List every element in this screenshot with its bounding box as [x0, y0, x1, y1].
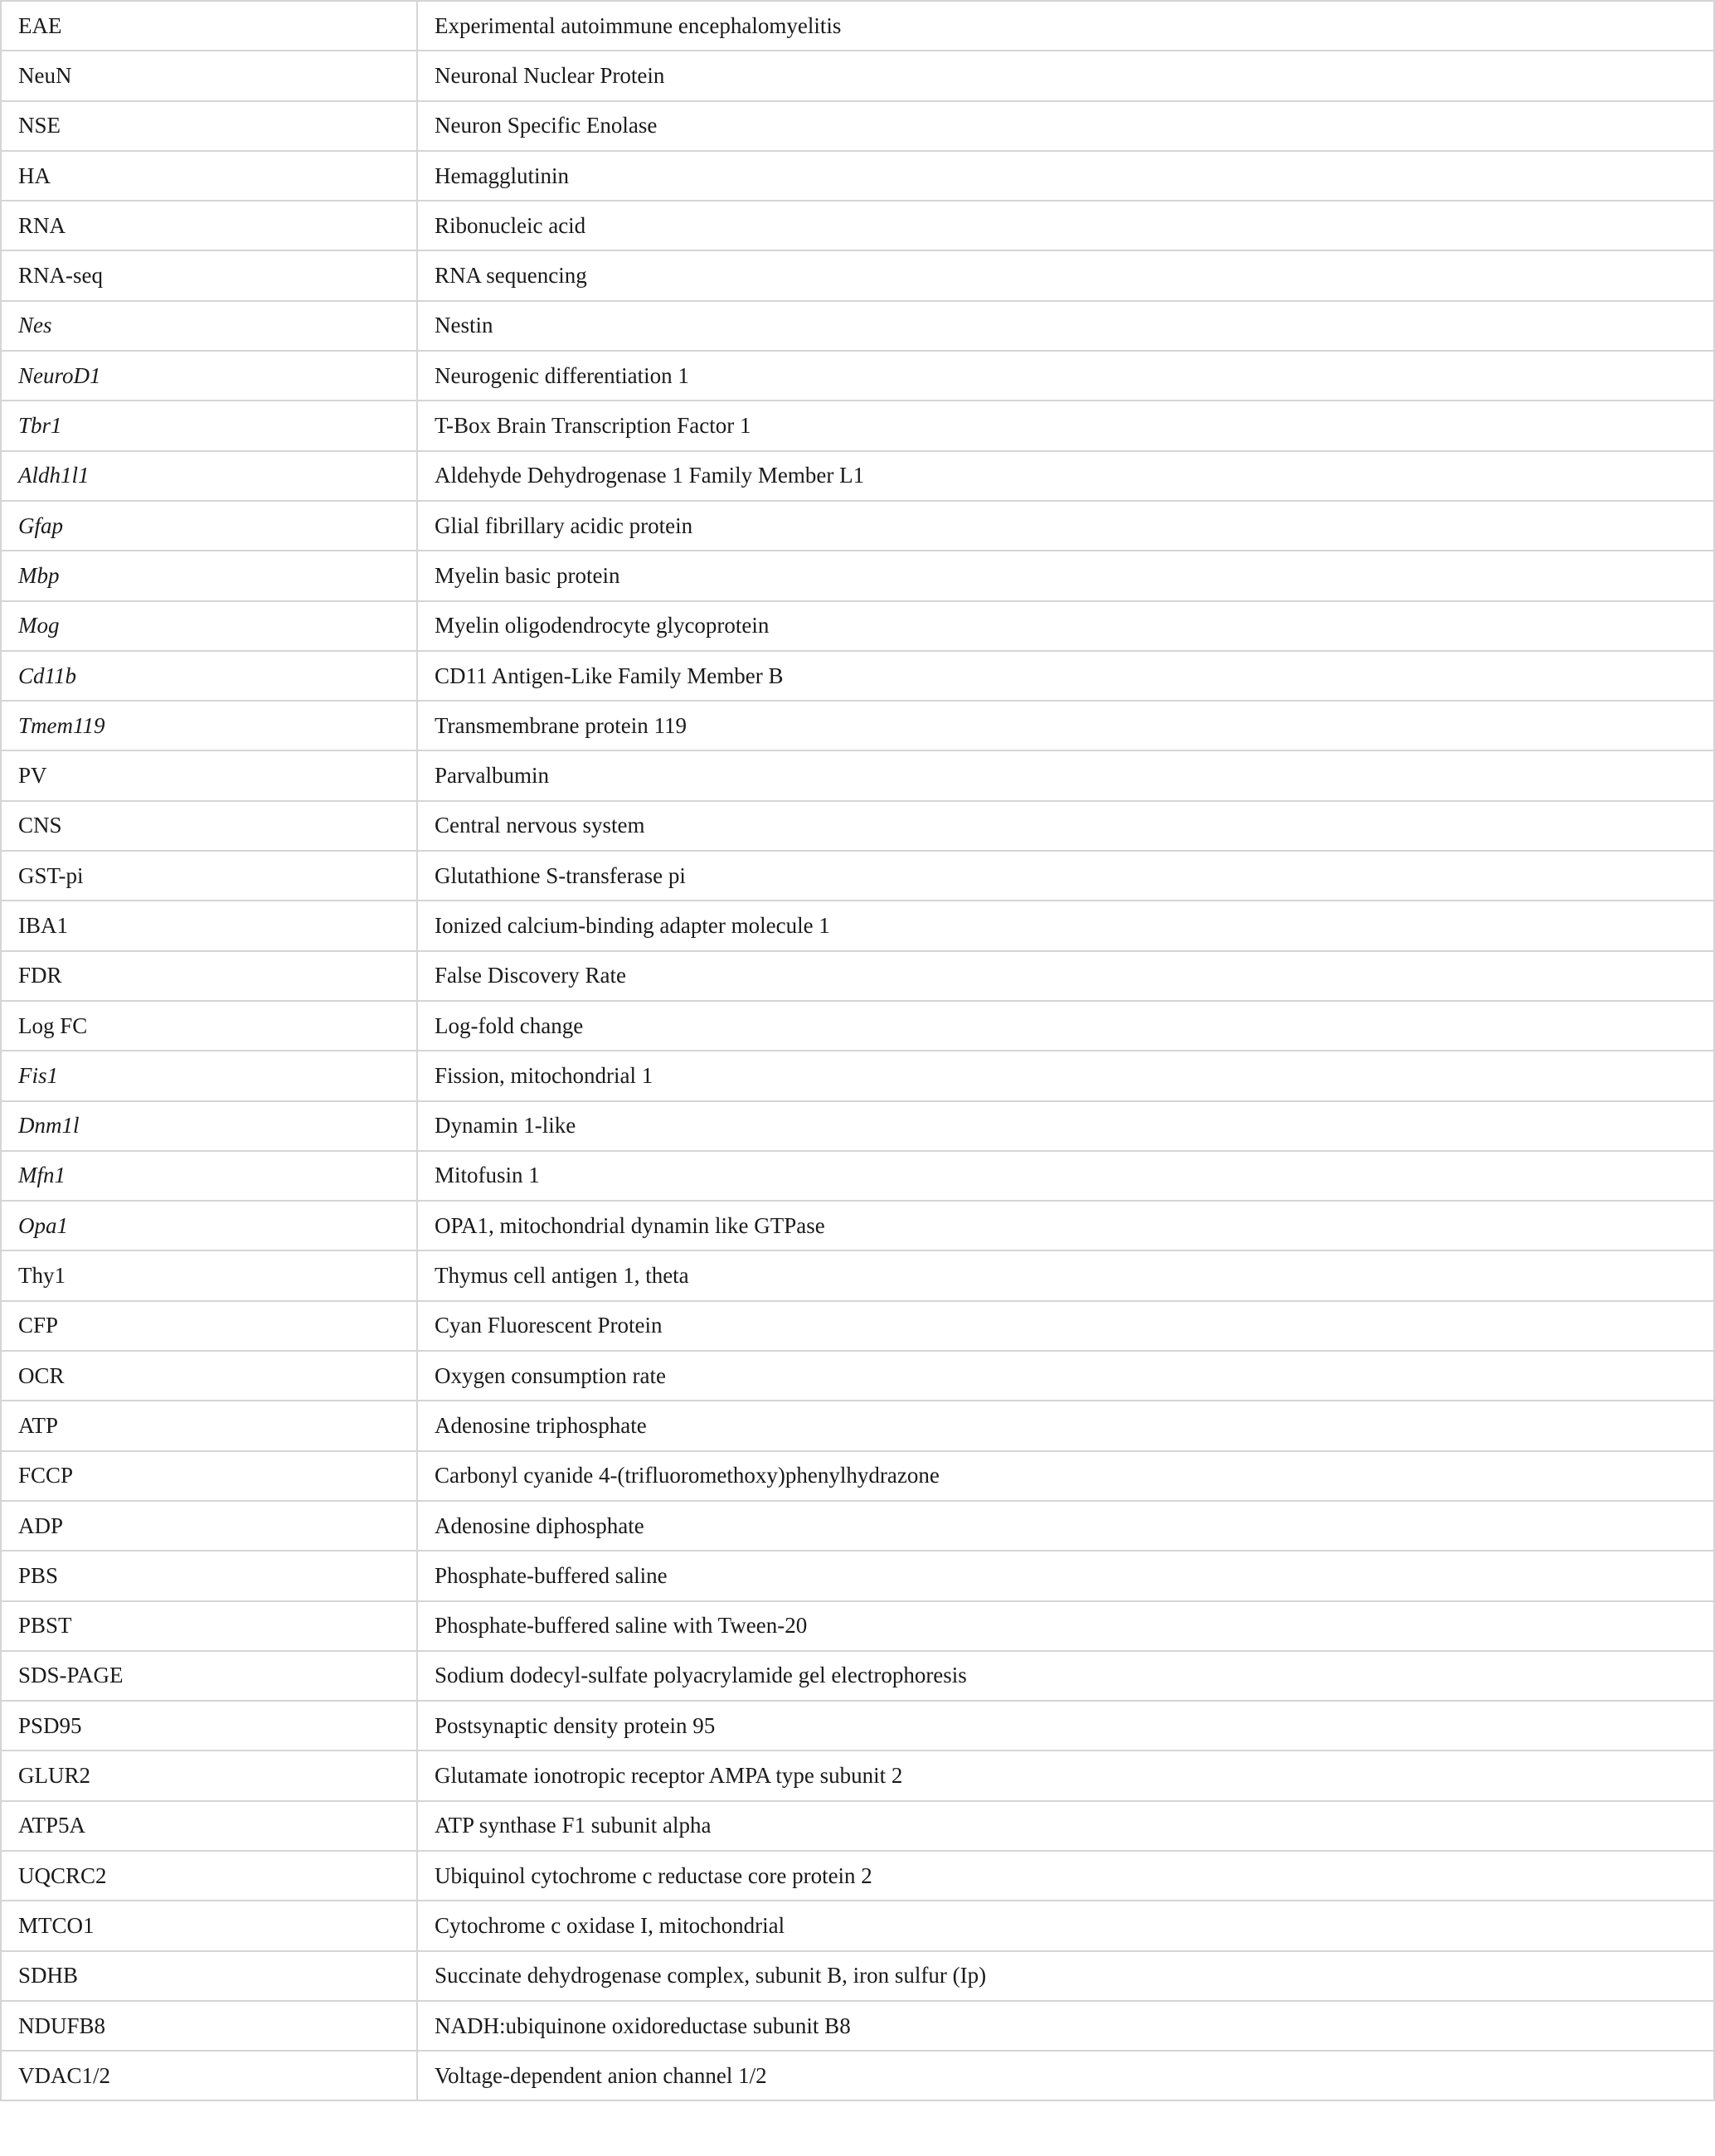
table-row — [1, 351, 1714, 401]
abbreviation-cell: HA — [1, 151, 417, 201]
abbreviation-cell: NSE — [1, 101, 417, 151]
table-row — [1, 501, 1714, 551]
table-row — [1, 1101, 1714, 1151]
abbreviation-cell: ATP — [1, 1401, 417, 1450]
abbreviation-cell: Mog — [1, 601, 417, 651]
definition-cell: Aldehyde Dehydrogenase 1 Family Member L1 — [417, 451, 1714, 501]
abbreviation-cell: NeuN — [1, 51, 417, 100]
definition-cell: Thymus cell antigen 1, theta — [417, 1250, 1714, 1300]
abbreviation-cell: PSD95 — [1, 1701, 417, 1751]
table-row — [1, 1951, 1714, 2001]
abbreviation-cell: CNS — [1, 801, 417, 851]
definition-cell: Central nervous system — [417, 801, 1714, 851]
definition-cell: Fission, mitochondrial 1 — [417, 1051, 1714, 1100]
definition-cell: Phosphate-buffered saline — [417, 1551, 1714, 1600]
table-row — [1, 1001, 1714, 1051]
table-row — [1, 451, 1714, 501]
definition-cell: Dynamin 1-like — [417, 1101, 1714, 1151]
table-row — [1, 1551, 1714, 1600]
abbreviation-cell: PBS — [1, 1551, 417, 1600]
table-row — [1, 701, 1714, 750]
definition-cell: CD11 Antigen-Like Family Member B — [417, 651, 1714, 701]
table-row — [1, 1451, 1714, 1501]
abbreviation-cell: PV — [1, 750, 417, 800]
definition-cell: Cytochrome c oxidase I, mitochondrial — [417, 1901, 1714, 1950]
table-row — [1, 1601, 1714, 1651]
abbreviation-cell: Mbp — [1, 551, 417, 600]
table-row — [1, 2051, 1714, 2100]
table-row — [1, 651, 1714, 701]
definition-cell: Transmembrane protein 119 — [417, 701, 1714, 750]
table-body — [1, 1, 1714, 2100]
abbreviation-cell: Tmem119 — [1, 701, 417, 750]
table-row — [1, 1701, 1714, 1751]
definition-cell: Sodium dodecyl-sulfate polyacrylamide gel electrophoresis — [417, 1651, 1714, 1701]
abbreviation-cell: UQCRC2 — [1, 1851, 417, 1901]
definition-cell: Nestin — [417, 301, 1714, 351]
table-row — [1, 51, 1714, 100]
table-row — [1, 1201, 1714, 1250]
table-row — [1, 1051, 1714, 1100]
table-row — [1, 1351, 1714, 1401]
table-row — [1, 601, 1714, 651]
definition-cell: Cyan Fluorescent Protein — [417, 1301, 1714, 1351]
table-row — [1, 801, 1714, 851]
table-row — [1, 301, 1714, 351]
table-row — [1, 1801, 1714, 1851]
definition-cell: NADH:ubiquinone oxidoreductase subunit B8 — [417, 2001, 1714, 2051]
abbreviation-cell: RNA-seq — [1, 250, 417, 300]
abbreviation-cell: Mfn1 — [1, 1151, 417, 1201]
definition-cell: Ribonucleic acid — [417, 201, 1714, 250]
abbreviation-cell: VDAC1/2 — [1, 2051, 417, 2100]
definition-cell: Ionized calcium-binding adapter molecule 1 — [417, 901, 1714, 950]
abbreviation-cell: FDR — [1, 951, 417, 1001]
abbreviation-cell: CFP — [1, 1301, 417, 1351]
definition-cell: Oxygen consumption rate — [417, 1351, 1714, 1401]
definition-cell: Mitofusin 1 — [417, 1151, 1714, 1201]
abbreviation-cell: OCR — [1, 1351, 417, 1401]
abbreviation-cell: Nes — [1, 301, 417, 351]
definition-cell: Postsynaptic density protein 95 — [417, 1701, 1714, 1751]
abbreviation-cell: MTCO1 — [1, 1901, 417, 1950]
definition-cell: T-Box Brain Transcription Factor 1 — [417, 401, 1714, 450]
abbreviation-cell: GLUR2 — [1, 1751, 417, 1800]
table-row — [1, 1151, 1714, 1201]
definition-cell: Hemagglutinin — [417, 151, 1714, 201]
table-row — [1, 851, 1714, 901]
abbreviation-cell: Aldh1l1 — [1, 451, 417, 501]
definition-cell: Carbonyl cyanide 4-(trifluoromethoxy)phenylhydrazone — [417, 1451, 1714, 1501]
definition-cell: Adenosine diphosphate — [417, 1501, 1714, 1551]
abbreviation-cell: EAE — [1, 1, 417, 51]
definition-cell: Neuron Specific Enolase — [417, 101, 1714, 151]
definition-cell: Glutamate ionotropic receptor AMPA type subunit 2 — [417, 1751, 1714, 1800]
abbreviation-cell: FCCP — [1, 1451, 417, 1501]
definition-cell: Experimental autoimmune encephalomyelitis — [417, 1, 1714, 51]
table-row — [1, 1751, 1714, 1800]
definition-cell: Adenosine triphosphate — [417, 1401, 1714, 1450]
abbreviation-cell: SDS-PAGE — [1, 1651, 417, 1701]
abbreviation-cell: Tbr1 — [1, 401, 417, 450]
abbreviation-cell: ATP5A — [1, 1801, 417, 1851]
table-row — [1, 1651, 1714, 1701]
definition-cell: Log-fold change — [417, 1001, 1714, 1051]
table-row — [1, 151, 1714, 201]
table-row — [1, 1851, 1714, 1901]
definition-cell: Parvalbumin — [417, 750, 1714, 800]
table-row — [1, 750, 1714, 800]
abbreviation-cell: Opa1 — [1, 1201, 417, 1250]
table-row — [1, 551, 1714, 600]
table-row — [1, 250, 1714, 300]
abbreviation-cell: PBST — [1, 1601, 417, 1651]
definition-cell: Succinate dehydrogenase complex, subunit B, iron sulfur (Ip) — [417, 1951, 1714, 2001]
definition-cell: OPA1, mitochondrial dynamin like GTPase — [417, 1201, 1714, 1250]
definition-cell: Myelin basic protein — [417, 551, 1714, 600]
definition-cell: Voltage-dependent anion channel 1/2 — [417, 2051, 1714, 2100]
definition-cell: RNA sequencing — [417, 250, 1714, 300]
abbreviation-cell: Fis1 — [1, 1051, 417, 1100]
abbreviation-cell: NeuroD1 — [1, 351, 417, 401]
table-row — [1, 1501, 1714, 1551]
abbreviation-cell: RNA — [1, 201, 417, 250]
definition-cell: ATP synthase F1 subunit alpha — [417, 1801, 1714, 1851]
abbreviation-cell: Cd11b — [1, 651, 417, 701]
table-row — [1, 401, 1714, 450]
abbreviation-cell: IBA1 — [1, 901, 417, 950]
table-row — [1, 201, 1714, 250]
definition-cell: Glial fibrillary acidic protein — [417, 501, 1714, 551]
table-row — [1, 1301, 1714, 1351]
definition-cell: Phosphate-buffered saline with Tween-20 — [417, 1601, 1714, 1651]
definition-cell: False Discovery Rate — [417, 951, 1714, 1001]
table-row — [1, 1, 1714, 51]
definition-cell: Neuronal Nuclear Protein — [417, 51, 1714, 100]
table-row — [1, 1401, 1714, 1450]
abbreviation-cell: Dnm1l — [1, 1101, 417, 1151]
definition-cell: Ubiquinol cytochrome c reductase core protein 2 — [417, 1851, 1714, 1901]
table-row — [1, 2001, 1714, 2051]
table-row — [1, 1901, 1714, 1950]
definition-cell: Neurogenic differentiation 1 — [417, 351, 1714, 401]
abbreviation-cell: Gfap — [1, 501, 417, 551]
table-row — [1, 101, 1714, 151]
abbreviation-cell: Thy1 — [1, 1250, 417, 1300]
abbreviation-cell: SDHB — [1, 1951, 417, 2001]
abbreviation-cell: GST-pi — [1, 851, 417, 901]
table-row — [1, 951, 1714, 1001]
definition-cell: Glutathione S-transferase pi — [417, 851, 1714, 901]
abbreviation-cell: NDUFB8 — [1, 2001, 417, 2051]
abbreviation-cell: ADP — [1, 1501, 417, 1551]
table-row — [1, 901, 1714, 950]
abbreviation-cell: Log FC — [1, 1001, 417, 1051]
table-row — [1, 1250, 1714, 1300]
definition-cell: Myelin oligodendrocyte glycoprotein — [417, 601, 1714, 651]
